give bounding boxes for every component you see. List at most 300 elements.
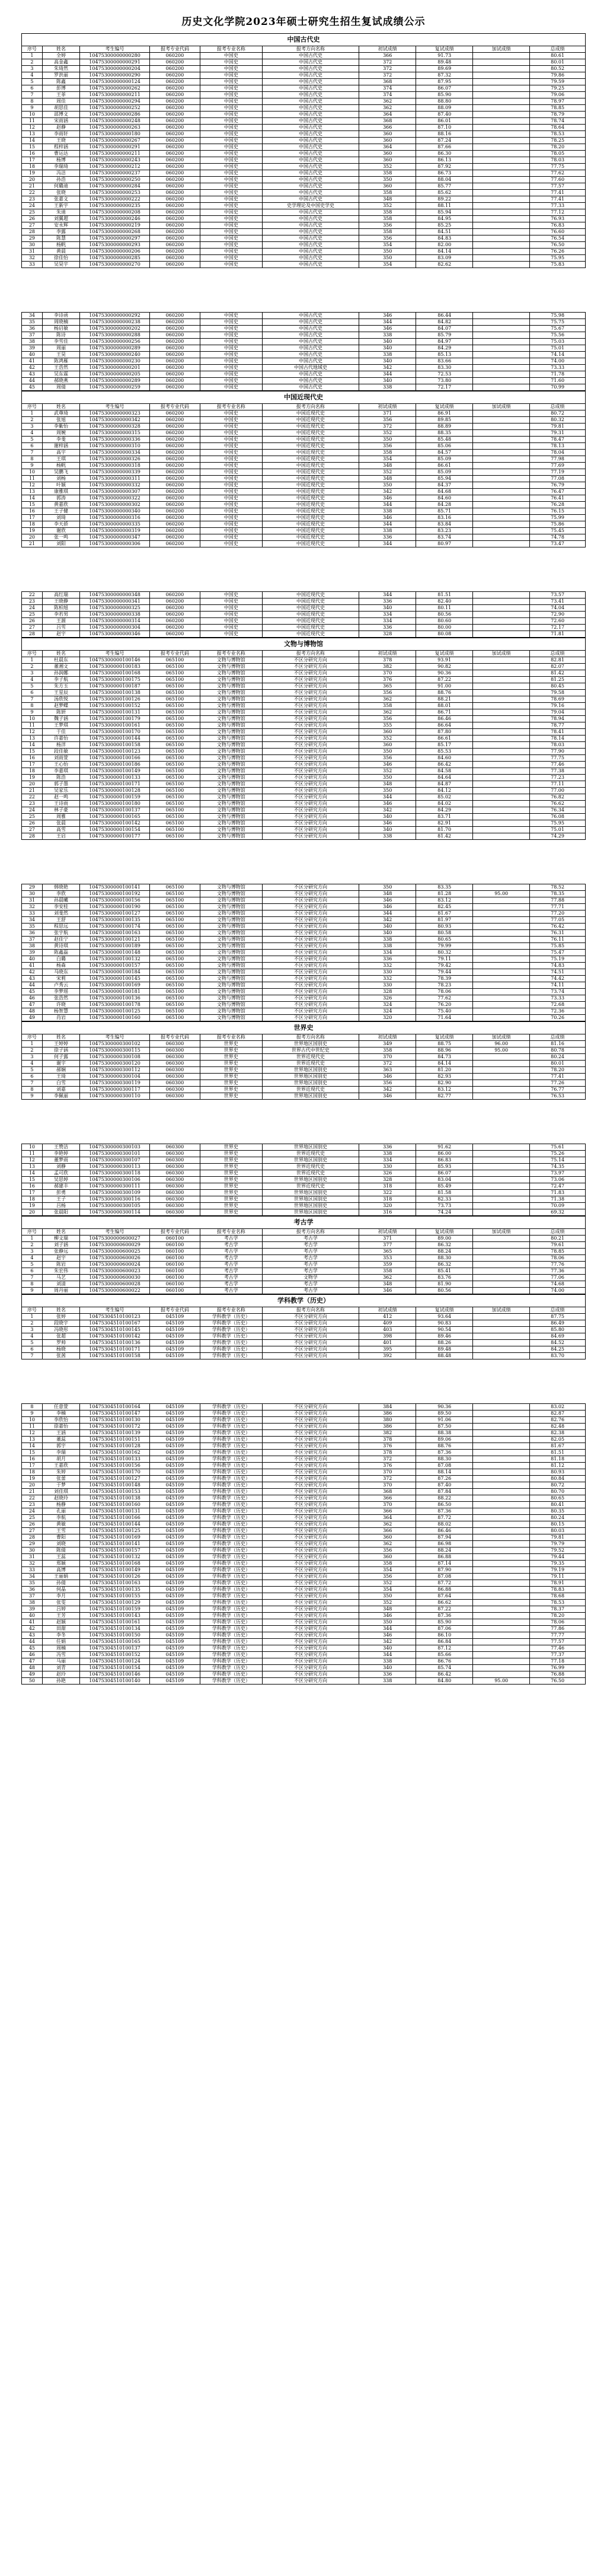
table-cell: 10475300000000256 — [80, 339, 150, 345]
table-cell: 世界近现代史 — [262, 1164, 359, 1170]
table-cell: 黄敏 — [42, 1521, 79, 1528]
table-cell: 10475300000100148 — [80, 950, 150, 956]
table-cell: 10475300000300111 — [80, 1183, 150, 1190]
table-cell: 10475300000000267 — [80, 138, 150, 144]
table-row — [22, 976, 586, 982]
table-cell: 10475300000100171 — [80, 781, 150, 788]
table-cell — [473, 1002, 530, 1008]
table-cell: 文物与博物馆 — [200, 937, 262, 943]
table-cell — [473, 1626, 530, 1632]
table-cell — [473, 319, 530, 326]
table-cell: 338 — [359, 528, 416, 534]
table-cell: 366 — [359, 1508, 416, 1515]
table-cell: 362 — [359, 98, 416, 105]
table-cell: 考古学 — [200, 1255, 262, 1262]
table-cell: 76.08 — [530, 814, 586, 820]
table-cell: 060200 — [149, 469, 200, 476]
table-cell: 40 — [22, 956, 43, 963]
table-cell: 10475304510100123 — [80, 1314, 150, 1320]
table-cell: 10475304510100156 — [80, 1463, 150, 1469]
table-cell: 世界史 — [200, 1093, 262, 1100]
table-cell: 374 — [359, 85, 416, 92]
table-row — [22, 788, 586, 794]
table-cell: 中国史 — [200, 371, 262, 378]
table-cell: 401 — [359, 1340, 416, 1346]
table-cell: 不区分研究方向 — [262, 1547, 359, 1554]
table-cell: 87.50 — [416, 1424, 473, 1430]
table-cell: 85.25 — [416, 222, 473, 229]
table-cell: 368 — [359, 1489, 416, 1495]
table-cell: 84.02 — [416, 801, 473, 807]
table-cell: 80.00 — [416, 625, 473, 631]
table-cell: 352 — [359, 1600, 416, 1606]
table-cell: 徐佳怡 — [42, 255, 79, 262]
table-cell: 81.42 — [530, 670, 586, 677]
table-cell — [473, 605, 530, 612]
table-cell: 412 — [359, 1314, 416, 1320]
table-row — [22, 781, 586, 788]
column-header: 复试成绩 — [416, 1034, 473, 1041]
table-cell: 郭子墨 — [42, 781, 79, 788]
table-cell: 74.00 — [530, 1288, 586, 1294]
table-cell: 84.29 — [416, 345, 473, 352]
table-cell: 045109 — [149, 1619, 200, 1626]
table-cell: 中国史 — [200, 515, 262, 521]
table-cell: 060200 — [149, 151, 200, 157]
column-header: 报考专业代码 — [149, 1034, 200, 1041]
table-cell: 77.36 — [530, 1268, 586, 1275]
table-cell: 378 — [359, 657, 416, 664]
table-row — [22, 618, 586, 625]
table-cell: 360 — [359, 138, 416, 144]
table-cell: 80.32 — [530, 417, 586, 424]
table-cell: 10475304510100170 — [80, 1469, 150, 1476]
table-row — [22, 1288, 586, 1294]
table-cell: 7 — [22, 92, 43, 98]
table-cell: 74.42 — [530, 976, 586, 982]
table-cell: 不区分研究方向 — [262, 1521, 359, 1528]
table-cell: 75.85 — [530, 943, 586, 950]
table-cell: 10475304510100138 — [80, 1495, 150, 1502]
table-cell: 15 — [22, 1450, 43, 1456]
table-cell: 79.06 — [530, 92, 586, 98]
table-cell: 377 — [359, 1242, 416, 1249]
table-cell — [473, 1515, 530, 1521]
table-cell: 不区分研究方向 — [262, 794, 359, 801]
table-cell — [473, 1410, 530, 1417]
table-cell: 344 — [359, 1652, 416, 1658]
table-cell: 学科教学（历史） — [200, 1353, 262, 1359]
table-cell: 060200 — [149, 541, 200, 547]
table-cell: 周佳 — [42, 98, 79, 105]
table-cell: 不区分研究方向 — [262, 735, 359, 742]
table-cell: 060200 — [149, 592, 200, 598]
table-cell: 世界近现代史 — [262, 1054, 359, 1061]
table-cell: 中国史 — [200, 196, 262, 203]
table-cell: 1 — [22, 1041, 43, 1047]
table-cell: 336 — [359, 625, 416, 631]
table-cell: 386 — [359, 1424, 416, 1430]
table-cell: 中国近现代史 — [262, 625, 359, 631]
table-cell: 340 — [359, 814, 416, 820]
table-cell: 10475300000100179 — [80, 716, 150, 722]
table-cell: 10475300000100152 — [80, 703, 150, 709]
table-cell: 060200 — [149, 53, 200, 59]
table-cell: 365 — [359, 683, 416, 690]
table-cell: 060200 — [149, 235, 200, 242]
table-cell: 10475300000100133 — [80, 775, 150, 781]
table-cell: 060200 — [149, 177, 200, 183]
table-cell: 吴家乐 — [42, 788, 79, 794]
table-row — [22, 495, 586, 502]
table-cell: 10475300000000291 — [80, 144, 150, 151]
table-cell: 胡月 — [42, 1456, 79, 1463]
table-cell: 409 — [359, 1320, 416, 1327]
table-cell — [473, 1456, 530, 1463]
table-cell: 89.85 — [416, 417, 473, 424]
table-cell: 杨帆 — [42, 463, 79, 469]
table-cell — [473, 775, 530, 781]
table-cell: 87.36 — [416, 1613, 473, 1619]
table-cell: 86.61 — [416, 463, 473, 469]
table-cell: 学科教学（历史） — [200, 1410, 262, 1417]
table-cell: 25 — [22, 612, 43, 618]
table-cell: 中国古代史 — [262, 313, 359, 319]
table-cell: 78.05 — [530, 151, 586, 157]
table-cell — [473, 1255, 530, 1262]
table-cell: 19 — [22, 170, 43, 177]
table-cell: 中国近现代史 — [262, 592, 359, 598]
table-cell: 76.28 — [530, 502, 586, 508]
table-cell — [473, 482, 530, 489]
table-cell: 10475300000000270 — [80, 262, 150, 268]
table-row — [22, 598, 586, 605]
table-cell: 高博 — [42, 1567, 79, 1574]
table-cell: 338 — [359, 1658, 416, 1665]
table-cell: 学科教学（历史） — [200, 1639, 262, 1645]
table-cell: 文物与博物馆 — [200, 995, 262, 1002]
table-cell: 80.97 — [416, 541, 473, 547]
table-cell: 杨博 — [42, 157, 79, 164]
table-cell: 060300 — [149, 1183, 200, 1190]
table-cell: 世界史 — [200, 1190, 262, 1196]
table-cell — [473, 696, 530, 703]
table-cell — [473, 313, 530, 319]
table-cell — [473, 437, 530, 443]
table-cell: 344 — [359, 910, 416, 917]
table-cell: 69.32 — [530, 1209, 586, 1216]
table-cell: 83.35 — [416, 884, 473, 891]
table-cell: 中国史 — [200, 151, 262, 157]
table-cell: 356 — [359, 1574, 416, 1580]
table-cell: 77.98 — [530, 456, 586, 463]
table-cell: 78.97 — [530, 98, 586, 105]
table-cell: 中国古代史 — [262, 222, 359, 229]
table-cell — [473, 1613, 530, 1619]
table-cell: 不区分研究方向 — [262, 729, 359, 735]
table-cell: 88.14 — [416, 1469, 473, 1476]
table-cell: 世界古代中世纪史 — [262, 1047, 359, 1054]
section-heading: 考古学 — [22, 1217, 586, 1229]
table-cell: 060300 — [149, 1170, 200, 1177]
table-row — [22, 410, 586, 417]
table-cell: 10475300000000325 — [80, 605, 150, 612]
table-cell: 86.32 — [416, 1242, 473, 1249]
table-cell: 72.17 — [416, 384, 473, 391]
table-cell: 371 — [359, 1236, 416, 1242]
table-cell: 88.89 — [416, 424, 473, 430]
table-cell — [473, 703, 530, 709]
table-cell: 11 — [22, 1424, 43, 1430]
table-cell: 84.29 — [416, 807, 473, 814]
table-cell: 87.36 — [416, 1508, 473, 1515]
table-cell: 不区分研究方向 — [262, 1333, 359, 1340]
table-cell: 文物与博物馆 — [200, 670, 262, 677]
table-cell: 17 — [22, 1463, 43, 1469]
table-cell: 3 — [22, 66, 43, 72]
table-cell: 060200 — [149, 112, 200, 118]
table-cell — [473, 794, 530, 801]
table-cell — [473, 125, 530, 131]
table-cell: 中国古代史 — [262, 216, 359, 222]
table-cell: 342 — [359, 917, 416, 924]
table-cell — [473, 982, 530, 989]
table-cell — [473, 1665, 530, 1671]
table-cell: 柳文瑞 — [42, 1236, 79, 1242]
table-cell: 吕婷 — [42, 1606, 79, 1613]
table-cell: 76.50 — [530, 242, 586, 249]
table-cell: 8 — [22, 1404, 43, 1410]
table-cell: 80.78 — [530, 1047, 586, 1054]
table-cell: 不区分研究方向 — [262, 749, 359, 755]
table-cell: 不区分研究方向 — [262, 969, 359, 976]
table-cell: 81.90 — [416, 1281, 473, 1288]
table-cell: 郝晓燕 — [42, 378, 79, 384]
table-cell: 不区分研究方向 — [262, 1489, 359, 1495]
table-cell: 18 — [22, 768, 43, 775]
table-cell: 38 — [22, 339, 43, 345]
table-cell: 87.12 — [416, 1645, 473, 1652]
table-cell — [473, 443, 530, 450]
table-cell: 88.11 — [416, 203, 473, 209]
table-cell: 80.84 — [530, 1476, 586, 1482]
table-cell: 87.26 — [416, 1476, 473, 1482]
table-cell — [473, 190, 530, 196]
table-cell: 中国古代史 — [262, 164, 359, 170]
table-cell — [473, 53, 530, 59]
table-cell: 世界地区国别史 — [262, 1080, 359, 1087]
table-cell — [473, 1495, 530, 1502]
table-cell: 060300 — [149, 1196, 200, 1203]
table-row — [22, 1061, 586, 1067]
table-cell — [473, 1437, 530, 1443]
column-header: 姓名 — [42, 651, 79, 657]
table-cell: 346 — [359, 313, 416, 319]
table-cell: 10475300000000268 — [80, 229, 150, 235]
table-cell: 刘佳琪 — [42, 1489, 79, 1495]
table-cell: 10475300000300118 — [80, 1170, 150, 1177]
table-cell: 350 — [359, 482, 416, 489]
table-cell: 83.16 — [416, 515, 473, 521]
table-cell: 060200 — [149, 482, 200, 489]
table-cell — [473, 768, 530, 775]
table-row — [22, 430, 586, 437]
table-cell: 065100 — [149, 762, 200, 768]
table-cell: 34 — [22, 917, 43, 924]
table-cell: 23 — [22, 1502, 43, 1508]
table-cell: 065100 — [149, 696, 200, 703]
table-cell: 74.04 — [530, 605, 586, 612]
table-cell: 10475304510100124 — [80, 1658, 150, 1665]
table-cell — [473, 209, 530, 216]
table-cell: 060200 — [149, 249, 200, 255]
table-cell: 10475300000000307 — [80, 489, 150, 495]
table-cell: 76.20 — [416, 1002, 473, 1008]
table-cell: 353 — [359, 1255, 416, 1262]
table-cell: 学科教学（历史） — [200, 1482, 262, 1489]
table-cell: 文物与博物馆 — [200, 742, 262, 749]
table-cell: 75.03 — [530, 339, 586, 345]
table-cell: 李冬 — [42, 1632, 79, 1639]
table-cell: 中国史 — [200, 229, 262, 235]
table-row — [22, 612, 586, 618]
table-cell: 75.83 — [530, 262, 586, 268]
table-cell: 中国史 — [200, 203, 262, 209]
table-cell — [473, 1314, 530, 1320]
table-cell: 87.32 — [416, 72, 473, 79]
table-cell: 338 — [359, 352, 416, 358]
table-row — [22, 956, 586, 963]
table-cell — [473, 937, 530, 943]
table-row — [22, 729, 586, 735]
table-cell — [473, 664, 530, 670]
table-cell — [473, 92, 530, 98]
table-cell: 86.62 — [416, 1600, 473, 1606]
table-cell: 学科教学（历史） — [200, 1333, 262, 1340]
table-cell: 75.61 — [530, 1144, 586, 1151]
table-cell: 86.46 — [416, 1528, 473, 1534]
table-cell: 14 — [22, 138, 43, 144]
table-cell: 学科教学（历史） — [200, 1561, 262, 1567]
table-cell: 86.07 — [416, 85, 473, 92]
table-cell: 060100 — [149, 1249, 200, 1255]
table-cell: 79.25 — [530, 85, 586, 92]
table-cell: 045109 — [149, 1410, 200, 1417]
table-cell: 10475300000100128 — [80, 788, 150, 794]
table-row — [22, 1443, 586, 1450]
table-cell: 77.11 — [530, 781, 586, 788]
table-cell: 41 — [22, 963, 43, 969]
table-cell: 王丽娟 — [42, 1574, 79, 1580]
table-cell: 86.64 — [416, 722, 473, 729]
table-cell: 354 — [359, 262, 416, 268]
table-cell: 76.54 — [530, 235, 586, 242]
table-cell: 045109 — [149, 1600, 200, 1606]
table-cell: 060200 — [149, 183, 200, 190]
table-row — [22, 1164, 586, 1170]
table-cell: 350 — [359, 775, 416, 781]
table-cell: 334 — [359, 618, 416, 625]
table-cell: 045109 — [149, 1502, 200, 1508]
table-row — [22, 118, 586, 125]
table-cell: 郭宇 — [42, 1443, 79, 1450]
table-cell: 74.00 — [530, 358, 586, 365]
table-cell: 25 — [22, 209, 43, 216]
table-cell: 学科教学（历史） — [200, 1534, 262, 1541]
table-cell: 10475300000100132 — [80, 956, 150, 963]
table-cell: 10475300000100192 — [80, 891, 150, 897]
table-cell: 372 — [359, 66, 416, 72]
table-cell — [473, 709, 530, 716]
table-cell: 中国史 — [200, 463, 262, 469]
table-cell: 周倩 — [42, 384, 79, 391]
table-cell: 13 — [22, 1437, 43, 1443]
table-cell: 87.14 — [416, 1561, 473, 1567]
table-row — [22, 235, 586, 242]
table-cell: 宋莉 — [42, 976, 79, 982]
table-cell: 84.60 — [416, 495, 473, 502]
score-table — [21, 1144, 586, 1216]
table-cell: 不区分研究方向 — [262, 1002, 359, 1008]
table-cell: 358 — [359, 190, 416, 196]
table-cell — [473, 138, 530, 144]
table-cell: 84.73 — [416, 1054, 473, 1061]
table-cell: 045109 — [149, 1541, 200, 1547]
table-row — [22, 98, 586, 105]
table-cell: 340 — [359, 345, 416, 352]
table-cell: 白雪 — [42, 1080, 79, 1087]
table-cell — [473, 781, 530, 788]
table-cell: 81.16 — [530, 1041, 586, 1047]
table-cell: 10475304510100133 — [80, 1456, 150, 1463]
table-cell: 李天骄 — [42, 521, 79, 528]
table-cell: 李月 — [42, 1593, 79, 1600]
table-cell: 77.57 — [530, 183, 586, 190]
table-cell: 370 — [359, 670, 416, 677]
table-cell: 37 — [22, 1593, 43, 1600]
table-row — [22, 1437, 586, 1443]
table-cell: 065100 — [149, 897, 200, 904]
table-cell: 88.96 — [416, 1047, 473, 1054]
table-row — [22, 1587, 586, 1593]
table-cell — [473, 1652, 530, 1658]
table-row — [22, 1203, 586, 1209]
column-header: 序号 — [22, 1034, 43, 1041]
table-cell: 75.19 — [530, 956, 586, 963]
page-break-gap — [0, 1100, 607, 1144]
table-cell: 不区分研究方向 — [262, 690, 359, 696]
table-cell: 10475304510100160 — [80, 1502, 150, 1508]
table-row — [22, 937, 586, 943]
table-cell: 88.76 — [416, 1443, 473, 1450]
table-cell: 33 — [22, 1567, 43, 1574]
table-cell: 周晓楠 — [42, 319, 79, 326]
table-cell: 338 — [359, 332, 416, 339]
table-cell: 065100 — [149, 716, 200, 722]
table-cell — [473, 677, 530, 683]
table-cell: 文物与博物馆 — [200, 735, 262, 742]
table-cell — [473, 131, 530, 138]
table-cell: 88.22 — [416, 1495, 473, 1502]
table-cell: 10475300000000334 — [80, 450, 150, 456]
table-cell — [473, 1093, 530, 1100]
table-cell: 世界地区国别史 — [262, 1209, 359, 1216]
table-cell: 世界史 — [200, 1209, 262, 1216]
table-cell: 88.01 — [416, 703, 473, 709]
table-cell: 352 — [359, 735, 416, 742]
table-cell: 82.76 — [530, 1417, 586, 1424]
table-cell — [473, 963, 530, 969]
